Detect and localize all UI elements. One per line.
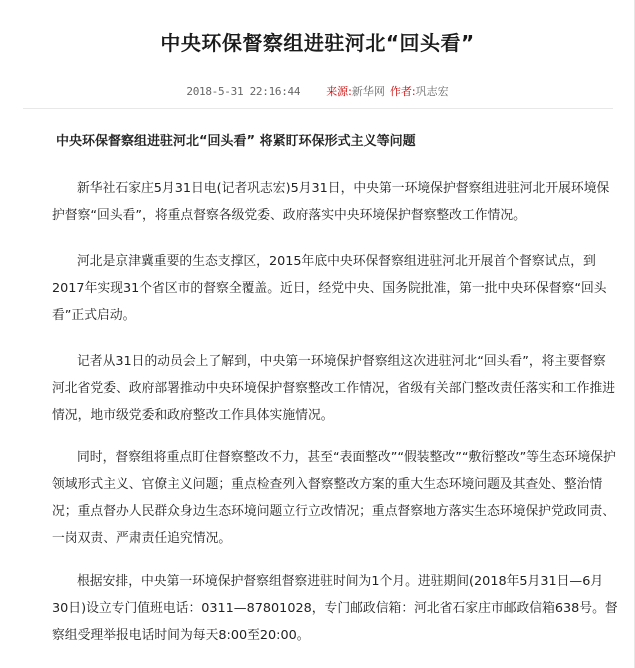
paragraph-5: 根据安排，中央第一环境保护督察组督察进驻时间为1个月。进驻期间(2018年5月31日—6月30日)设立专门值班电话：0311—87801028，专门邮政信箱：河北省石家庄市邮政信箱638号。督察组受理举报电话时间为每天8:00至20:00。 [52, 574, 618, 643]
author-name: 巩志宏 [415, 85, 449, 98]
paragraph-3: 记者从31日的动员会上了解到，中央第一环境保护督察组这次进驻河北“回头看”，将主要督察河北省党委、政府部署推动中央环境保护督察整改工作情况，省级有关部门整改责任落实和工作推进情况，地市级党委和政府整改工作具体实施情况。 [52, 354, 616, 423]
source-link[interactable]: 新华网 [351, 85, 385, 98]
paragraph-4: 同时，督察组将重点盯住督察整改不力，甚至“表面整改”“假装整改”“敷衍整改”等生态环境保护领域形式主义、官僚主义问题；重点检查列入督察整改方案的重大生态环境问题及其查处、整治情况；重点督办人民群众身边生态环境问题立行立改情况；重点督察地方落实生态环境保护党政同责、一岗双责、严肃责任追究情况。 [52, 450, 616, 546]
paragraph-2: 河北是京津冀重要的生态支撑区，2015年底中央环保督察组进驻河北开展首个督察试点，到2017年实现31个省区市的督察全覆盖。近日，经党中央、国务院批准，第一批中央环保督察“回头看”正式启动。 [52, 254, 607, 323]
paragraph-1: 新华社石家庄5月31日电(记者巩志宏)5月31日，中央第一环境保护督察组进驻河北开展环境保护督察“回头看”，将重点督察各级党委、政府落实中央环境保护督察整改工作情况。 [52, 181, 610, 223]
author-label: 作者: [389, 85, 416, 98]
article-subtitle: 中央环保督察组进驻河北“回头看” 将紧盯环保形式主义等问题 [56, 134, 416, 149]
article-title: 中央环保督察组进驻河北“回头看” [160, 31, 475, 55]
article-meta [0, 84, 635, 100]
source-label: 来源: [326, 85, 352, 98]
meta-divider [23, 108, 613, 109]
publish-date: 2018-5-31 22:16:44 [186, 85, 301, 98]
